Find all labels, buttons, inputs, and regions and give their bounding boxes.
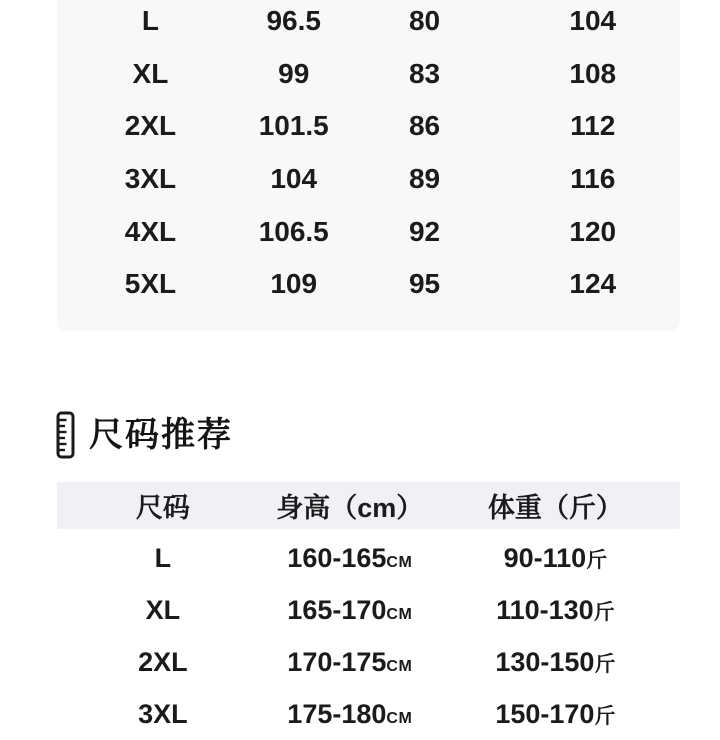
size-label: XL <box>145 594 181 625</box>
column-header-height: 身高（cm） <box>276 493 424 523</box>
column-header-weight: 体重（斤） <box>487 493 623 523</box>
weight-range: 90-110斤 <box>503 542 608 573</box>
table-row <box>57 100 680 153</box>
size-label: 3XL <box>124 163 177 195</box>
measurement-value: 89 <box>408 163 441 195</box>
jin-unit: 斤 <box>586 548 608 572</box>
size-label: 3XL <box>138 698 188 729</box>
measurement-value: 108 <box>569 57 617 89</box>
measurement-value: 86 <box>408 110 441 142</box>
table-row <box>57 258 680 311</box>
measurement-table <box>57 0 680 331</box>
measurement-value: 120 <box>569 215 617 247</box>
cm-unit: CM <box>386 553 413 571</box>
measurement-value: 95 <box>408 268 441 300</box>
measurement-value: 101.5 <box>258 110 329 142</box>
jin-unit: 斤 <box>594 652 616 676</box>
cm-unit: CM <box>386 605 413 623</box>
table-row <box>57 584 680 636</box>
size-label: 5XL <box>124 268 177 300</box>
jin-unit: 斤 <box>593 600 615 624</box>
height-range: 170-175CM <box>287 646 413 677</box>
table-row <box>57 48 680 101</box>
size-recommend-header <box>57 482 680 529</box>
table-row <box>57 636 680 688</box>
measurement-value: 112 <box>570 110 616 142</box>
measurement-value: 104 <box>270 163 318 195</box>
size-label: 2XL <box>138 646 188 677</box>
measurement-value: 99 <box>278 57 310 89</box>
measurement-value: 80 <box>408 5 441 37</box>
measurement-value: 109 <box>270 268 318 300</box>
measurement-value: 104 <box>569 5 617 37</box>
table-row <box>57 532 680 584</box>
measurement-value: 83 <box>408 57 441 89</box>
size-label: L <box>154 542 172 573</box>
table-row <box>57 688 680 740</box>
height-range: 165-170CM <box>287 594 413 625</box>
weight-range: 150-170斤 <box>495 698 616 729</box>
size-label: XL <box>132 57 169 89</box>
table-row <box>57 0 680 48</box>
cm-unit: CM <box>386 657 413 675</box>
size-label: L <box>141 5 159 37</box>
height-range: 175-180CM <box>287 698 413 729</box>
weight-range: 130-150斤 <box>495 646 616 677</box>
column-header-size: 尺码 <box>135 493 190 523</box>
measurement-value: 96.5 <box>266 5 321 37</box>
measurement-value: 116 <box>570 163 616 195</box>
measurement-value: 124 <box>569 268 617 300</box>
size-label: 4XL <box>124 215 177 247</box>
measurement-value: 106.5 <box>258 215 329 247</box>
height-range: 160-165CM <box>287 542 413 573</box>
measurement-table-rows <box>57 0 680 311</box>
ruler-icon <box>56 411 75 459</box>
size-label: 2XL <box>124 110 177 142</box>
weight-range: 110-130斤 <box>496 594 615 625</box>
measurement-value: 92 <box>408 215 441 247</box>
jin-unit: 斤 <box>594 704 616 728</box>
section-title: 尺码推荐 <box>89 416 233 454</box>
cm-unit: CM <box>386 709 413 727</box>
table-row <box>57 205 680 258</box>
table-row <box>57 153 680 206</box>
size-recommend-rows <box>57 532 680 740</box>
section-header <box>56 410 233 460</box>
